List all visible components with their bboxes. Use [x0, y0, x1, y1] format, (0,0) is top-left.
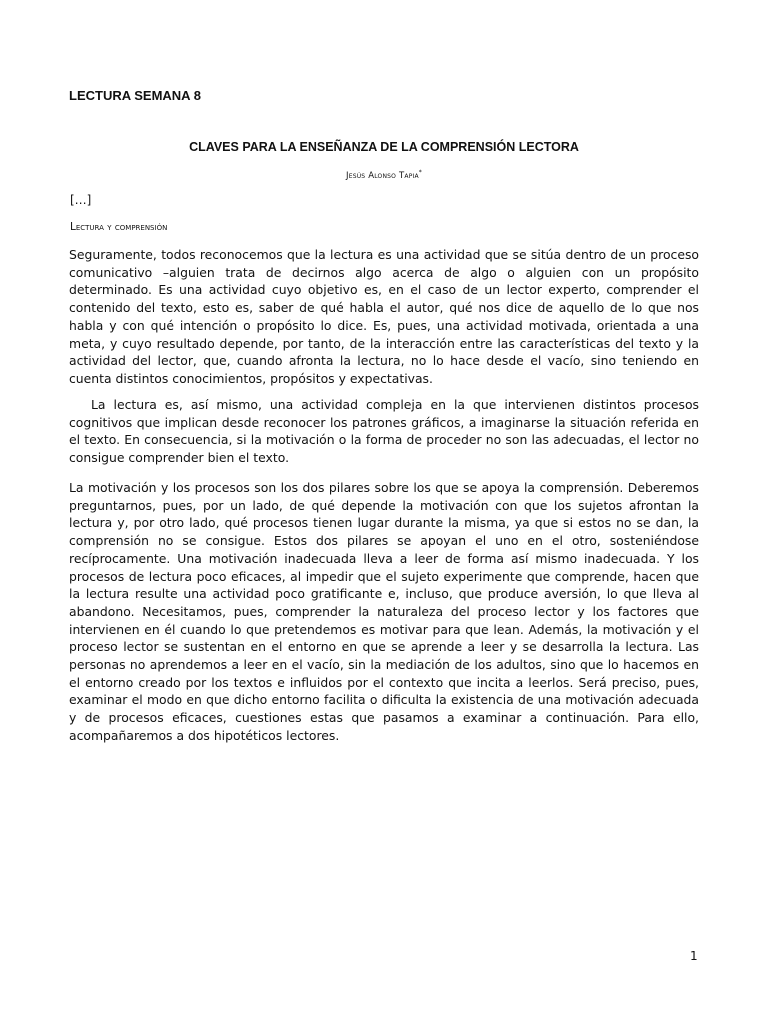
author-line: [0, 169, 768, 181]
author-footnote-mark: *: [418, 169, 422, 176]
body-paragraph: La lectura es, así mismo, una actividad compleja en la que intervienen distintos procesos cognitivos que implican desde reconocer los patrones gráficos, a imaginarse la situación referida en el texto. En consecuencia, si la motivación o la forma de proceder no son las adecuadas, el lector no consigue comprender bien el texto.: [69, 397, 699, 466]
omission-marker: […]: [70, 193, 92, 207]
document-title: CLAVES PARA LA ENSEÑANZA DE LA COMPRENSIÓN LECTORA: [189, 140, 579, 154]
section-heading: Lectura y comprensión: [70, 221, 168, 233]
page-number: 1: [690, 949, 698, 963]
body-paragraph: Seguramente, todos reconocemos que la lectura es una actividad que se sitúa dentro de un proceso comunicativo –alguien trata de decirnos algo acerca de algo o alguien con un propósito determinado. Es una actividad cuyo objetivo es, en el caso de un lector experto, comprender el contenido del texto, esto es, saber de qué habla el autor, qué nos dice de aquello de lo que nos habla y con qué intención o propósito lo dice. Es, pues, una actividad motivada, orientada a una meta, y cuyo resultado depende, por tanto, de la interacción entre las características del texto y la actividad del lector, que, cuando afronta la lectura, no lo hace desde el vacío, sino teniendo en cuenta distintos conocimientos, propósitos y expectativas.: [69, 247, 699, 386]
author-name: Jesús Alonso Tapia: [346, 170, 419, 181]
body-paragraph: La motivación y los procesos son los dos pilares sobre los que se apoya la comprensión. Deberemos preguntarnos, pues, por un lado, de qué depende la motivación con que los sujetos afrontan la lectura y, por otro lado, qué procesos tienen lugar durante la misma, ya que si estos no se dan, la comprensión no se consigue. Estos dos pilares se apoyan el uno en el otro, sosteniéndose recíprocamente. Una motivación inadecuada lleva a leer de forma así mismo inadecuada. Y los procesos de lectura poco eficaces, al impedir que el sujeto experimente que comprende, hacen que la lectura resulte una actividad poco gratificante e, incluso, que produce aversión, lo que lleva al abandono. Necesitamos, pues, comprender la naturaleza del proceso lector y los factores que intervienen en él cuando lo que pretendemos es motivar para que lean. Además, la motivación y el proceso lector se sustentan en el entorno en que se aprende a leer y se desarrolla la lectura. Las personas no aprendemos a leer en el vacío, sin la mediación de los adultos, sino que lo hacemos en el entorno creado por los textos e influidos por el contexto que incita a leerlos. Será preciso, pues, examinar el modo en que dicho entorno facilita o dificulta la existencia de una motivación adecuada y de procesos eficaces, cuestiones estas que pasamos a examinar a continuación. Para ello, acompañaremos a dos hipotéticos lectores.: [69, 480, 699, 743]
document-heading: LECTURA SEMANA 8: [69, 88, 201, 103]
